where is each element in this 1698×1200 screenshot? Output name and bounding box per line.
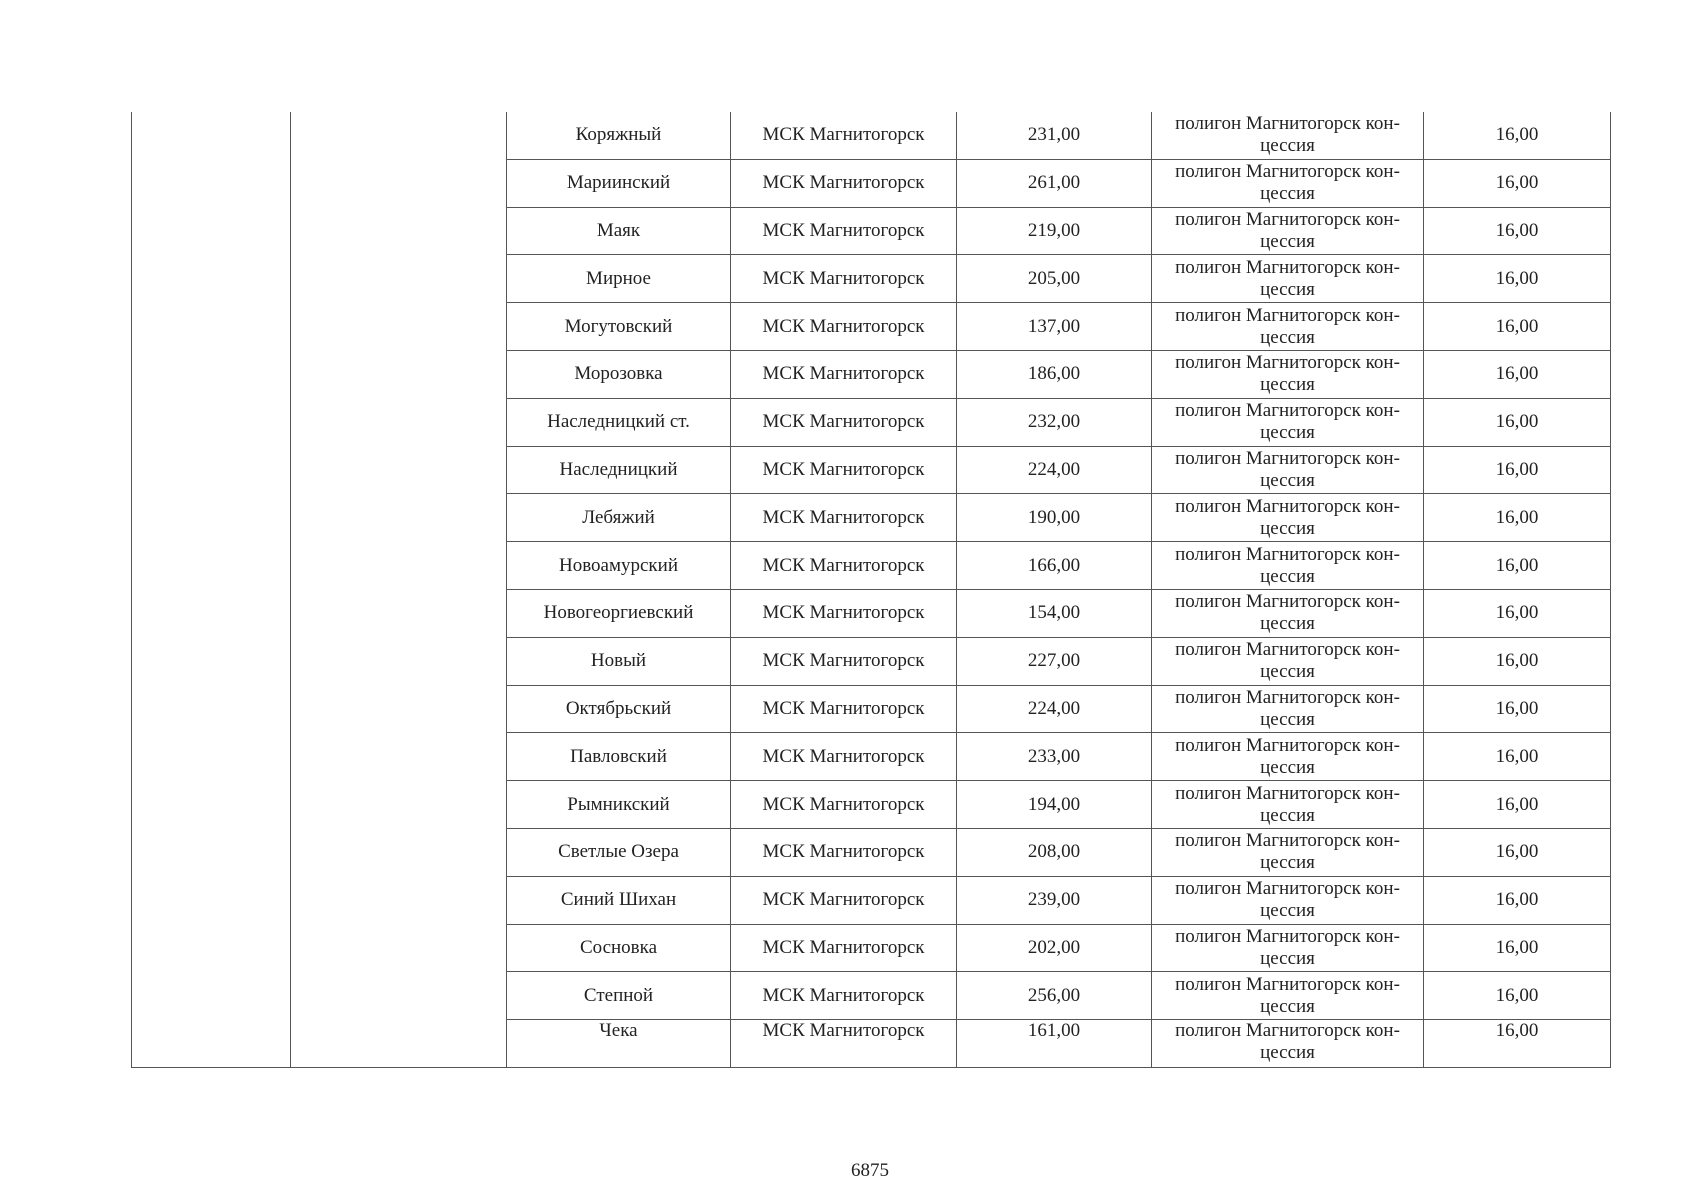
empty-cell-left bbox=[132, 159, 291, 207]
empty-cell-left bbox=[132, 494, 291, 542]
cell-operator: МСК Магнитогорск bbox=[731, 398, 957, 446]
cell-tariff: 16,00 bbox=[1424, 1020, 1611, 1068]
empty-cell-region bbox=[291, 924, 507, 972]
empty-cell-left bbox=[132, 1020, 291, 1068]
table-row bbox=[132, 159, 1611, 207]
empty-cell-left bbox=[132, 542, 291, 590]
empty-cell-region bbox=[291, 159, 507, 207]
empty-cell-left bbox=[132, 828, 291, 876]
data-table-container bbox=[131, 112, 1610, 1068]
cell-operator: МСК Магнитогорск bbox=[731, 972, 957, 1020]
cell-tariff: 16,00 bbox=[1424, 828, 1611, 876]
empty-cell-left bbox=[132, 207, 291, 255]
cell-landfill: полигон Магнитогорск кон-цессия bbox=[1152, 828, 1424, 876]
cell-tariff: 16,00 bbox=[1424, 589, 1611, 637]
cell-settlement: Октябрьский bbox=[507, 685, 731, 733]
cell-operator: МСК Магнитогорск bbox=[731, 207, 957, 255]
empty-cell-region bbox=[291, 1020, 507, 1068]
cell-distance: 161,00 bbox=[957, 1020, 1152, 1068]
cell-operator: МСК Магнитогорск bbox=[731, 159, 957, 207]
empty-cell-region bbox=[291, 494, 507, 542]
empty-cell-region bbox=[291, 733, 507, 781]
cell-operator: МСК Магнитогорск bbox=[731, 446, 957, 494]
cell-tariff: 16,00 bbox=[1424, 876, 1611, 924]
empty-cell-region bbox=[291, 828, 507, 876]
cell-distance: 224,00 bbox=[957, 446, 1152, 494]
cell-operator: МСК Магнитогорск bbox=[731, 924, 957, 972]
cell-distance: 186,00 bbox=[957, 350, 1152, 398]
table-body bbox=[132, 112, 1611, 1067]
cell-operator: МСК Магнитогорск bbox=[731, 781, 957, 829]
cell-settlement: Светлые Озера bbox=[507, 828, 731, 876]
cell-tariff: 16,00 bbox=[1424, 781, 1611, 829]
cell-tariff: 16,00 bbox=[1424, 733, 1611, 781]
cell-operator: МСК Магнитогорск bbox=[731, 733, 957, 781]
cell-distance: 256,00 bbox=[957, 972, 1152, 1020]
table-row bbox=[132, 542, 1611, 590]
table-row bbox=[132, 876, 1611, 924]
empty-cell-left bbox=[132, 972, 291, 1020]
cell-distance: 231,00 bbox=[957, 112, 1152, 159]
table-row bbox=[132, 685, 1611, 733]
cell-distance: 261,00 bbox=[957, 159, 1152, 207]
cell-tariff: 16,00 bbox=[1424, 637, 1611, 685]
empty-cell-left bbox=[132, 303, 291, 351]
empty-cell-region bbox=[291, 542, 507, 590]
cell-settlement: Наследницкий ст. bbox=[507, 398, 731, 446]
empty-cell-left bbox=[132, 398, 291, 446]
cell-landfill: полигон Магнитогорск кон-цессия bbox=[1152, 446, 1424, 494]
cell-tariff: 16,00 bbox=[1424, 255, 1611, 303]
empty-cell-left bbox=[132, 446, 291, 494]
table-row bbox=[132, 924, 1611, 972]
empty-cell-left bbox=[132, 781, 291, 829]
cell-operator: МСК Магнитогорск bbox=[731, 350, 957, 398]
data-table bbox=[131, 112, 1611, 1068]
cell-landfill: полигон Магнитогорск кон-цессия bbox=[1152, 685, 1424, 733]
cell-landfill: полигон Магнитогорск кон-цессия bbox=[1152, 350, 1424, 398]
cell-landfill: полигон Магнитогорск кон-цессия bbox=[1152, 637, 1424, 685]
cell-tariff: 16,00 bbox=[1424, 112, 1611, 159]
cell-distance: 233,00 bbox=[957, 733, 1152, 781]
empty-cell-region bbox=[291, 303, 507, 351]
empty-cell-left bbox=[132, 733, 291, 781]
table-row bbox=[132, 733, 1611, 781]
cell-operator: МСК Магнитогорск bbox=[731, 876, 957, 924]
cell-operator: МСК Магнитогорск bbox=[731, 1020, 957, 1068]
cell-landfill: полигон Магнитогорск кон-цессия bbox=[1152, 398, 1424, 446]
empty-cell-left bbox=[132, 685, 291, 733]
cell-distance: 137,00 bbox=[957, 303, 1152, 351]
cell-distance: 232,00 bbox=[957, 398, 1152, 446]
cell-distance: 227,00 bbox=[957, 637, 1152, 685]
cell-landfill: полигон Магнитогорск кон-цессия bbox=[1152, 876, 1424, 924]
cell-settlement: Морозовка bbox=[507, 350, 731, 398]
cell-settlement: Коряжный bbox=[507, 112, 731, 159]
table-row bbox=[132, 303, 1611, 351]
cell-landfill: полигон Магнитогорск кон-цессия bbox=[1152, 733, 1424, 781]
cell-tariff: 16,00 bbox=[1424, 398, 1611, 446]
cell-settlement: Наследницкий bbox=[507, 446, 731, 494]
empty-cell-region bbox=[291, 255, 507, 303]
cell-tariff: 16,00 bbox=[1424, 972, 1611, 1020]
empty-cell-region bbox=[291, 112, 507, 159]
cell-landfill: полигон Магнитогорск кон-цессия bbox=[1152, 303, 1424, 351]
empty-cell-region bbox=[291, 350, 507, 398]
empty-cell-left bbox=[132, 876, 291, 924]
cell-distance: 205,00 bbox=[957, 255, 1152, 303]
empty-cell-region bbox=[291, 637, 507, 685]
empty-cell-region bbox=[291, 685, 507, 733]
table-row bbox=[132, 972, 1611, 1020]
cell-settlement: Павловский bbox=[507, 733, 731, 781]
empty-cell-region bbox=[291, 398, 507, 446]
cell-tariff: 16,00 bbox=[1424, 159, 1611, 207]
cell-distance: 166,00 bbox=[957, 542, 1152, 590]
cell-operator: МСК Магнитогорск bbox=[731, 685, 957, 733]
cell-distance: 208,00 bbox=[957, 828, 1152, 876]
cell-operator: МСК Магнитогорск bbox=[731, 637, 957, 685]
cell-operator: МСК Магнитогорск bbox=[731, 494, 957, 542]
cell-tariff: 16,00 bbox=[1424, 446, 1611, 494]
table-row bbox=[132, 112, 1611, 159]
cell-distance: 239,00 bbox=[957, 876, 1152, 924]
cell-distance: 202,00 bbox=[957, 924, 1152, 972]
empty-cell-region bbox=[291, 972, 507, 1020]
cell-tariff: 16,00 bbox=[1424, 350, 1611, 398]
cell-operator: МСК Магнитогорск bbox=[731, 828, 957, 876]
cell-settlement: Синий Шихан bbox=[507, 876, 731, 924]
empty-cell-region bbox=[291, 589, 507, 637]
cell-settlement: Могутовский bbox=[507, 303, 731, 351]
cell-landfill: полигон Магнитогорск кон-цессия bbox=[1152, 589, 1424, 637]
cell-operator: МСК Магнитогорск bbox=[731, 303, 957, 351]
table-row bbox=[132, 207, 1611, 255]
cell-settlement: Новоамурский bbox=[507, 542, 731, 590]
table-row bbox=[132, 637, 1611, 685]
cell-operator: МСК Магнитогорск bbox=[731, 542, 957, 590]
table-row bbox=[132, 494, 1611, 542]
cell-operator: МСК Магнитогорск bbox=[731, 589, 957, 637]
cell-landfill: полигон Магнитогорск кон-цессия bbox=[1152, 112, 1424, 159]
cell-settlement: Лебяжий bbox=[507, 494, 731, 542]
table-row bbox=[132, 1020, 1611, 1068]
cell-settlement: Чека bbox=[507, 1020, 731, 1068]
table-row bbox=[132, 589, 1611, 637]
cell-landfill: полигон Магнитогорск кон-цессия bbox=[1152, 255, 1424, 303]
table-row bbox=[132, 350, 1611, 398]
cell-distance: 194,00 bbox=[957, 781, 1152, 829]
cell-landfill: полигон Магнитогорск кон-цессия bbox=[1152, 494, 1424, 542]
table-row bbox=[132, 398, 1611, 446]
cell-settlement: Новогеоргиевский bbox=[507, 589, 731, 637]
table-row bbox=[132, 828, 1611, 876]
empty-cell-left bbox=[132, 589, 291, 637]
cell-settlement: Мариинский bbox=[507, 159, 731, 207]
cell-landfill: полигон Магнитогорск кон-цессия bbox=[1152, 781, 1424, 829]
empty-cell-region bbox=[291, 876, 507, 924]
empty-cell-region bbox=[291, 207, 507, 255]
empty-cell-left bbox=[132, 924, 291, 972]
cell-settlement: Сосновка bbox=[507, 924, 731, 972]
cell-landfill: полигон Магнитогорск кон-цессия bbox=[1152, 972, 1424, 1020]
cell-tariff: 16,00 bbox=[1424, 542, 1611, 590]
empty-cell-left bbox=[132, 255, 291, 303]
table-row bbox=[132, 446, 1611, 494]
cell-landfill: полигон Магнитогорск кон-цессия bbox=[1152, 1020, 1424, 1068]
empty-cell-region bbox=[291, 781, 507, 829]
cell-tariff: 16,00 bbox=[1424, 494, 1611, 542]
cell-landfill: полигон Магнитогорск кон-цессия bbox=[1152, 207, 1424, 255]
cell-distance: 190,00 bbox=[957, 494, 1152, 542]
table-row bbox=[132, 781, 1611, 829]
cell-landfill: полигон Магнитогорск кон-цессия bbox=[1152, 159, 1424, 207]
empty-cell-left bbox=[132, 112, 291, 159]
cell-settlement: Новый bbox=[507, 637, 731, 685]
cell-landfill: полигон Магнитогорск кон-цессия bbox=[1152, 924, 1424, 972]
empty-cell-left bbox=[132, 350, 291, 398]
cell-distance: 224,00 bbox=[957, 685, 1152, 733]
cell-landfill: полигон Магнитогорск кон-цессия bbox=[1152, 542, 1424, 590]
cell-tariff: 16,00 bbox=[1424, 207, 1611, 255]
empty-cell-left bbox=[132, 637, 291, 685]
cell-settlement: Степной bbox=[507, 972, 731, 1020]
empty-cell-region bbox=[291, 446, 507, 494]
cell-tariff: 16,00 bbox=[1424, 303, 1611, 351]
cell-operator: МСК Магнитогорск bbox=[731, 112, 957, 159]
table-row bbox=[132, 255, 1611, 303]
cell-operator: МСК Магнитогорск bbox=[731, 255, 957, 303]
cell-settlement: Мирное bbox=[507, 255, 731, 303]
cell-distance: 154,00 bbox=[957, 589, 1152, 637]
cell-distance: 219,00 bbox=[957, 207, 1152, 255]
cell-settlement: Рымникский bbox=[507, 781, 731, 829]
cell-tariff: 16,00 bbox=[1424, 924, 1611, 972]
page-number: 6875 bbox=[851, 1160, 889, 1181]
cell-settlement: Маяк bbox=[507, 207, 731, 255]
cell-tariff: 16,00 bbox=[1424, 685, 1611, 733]
